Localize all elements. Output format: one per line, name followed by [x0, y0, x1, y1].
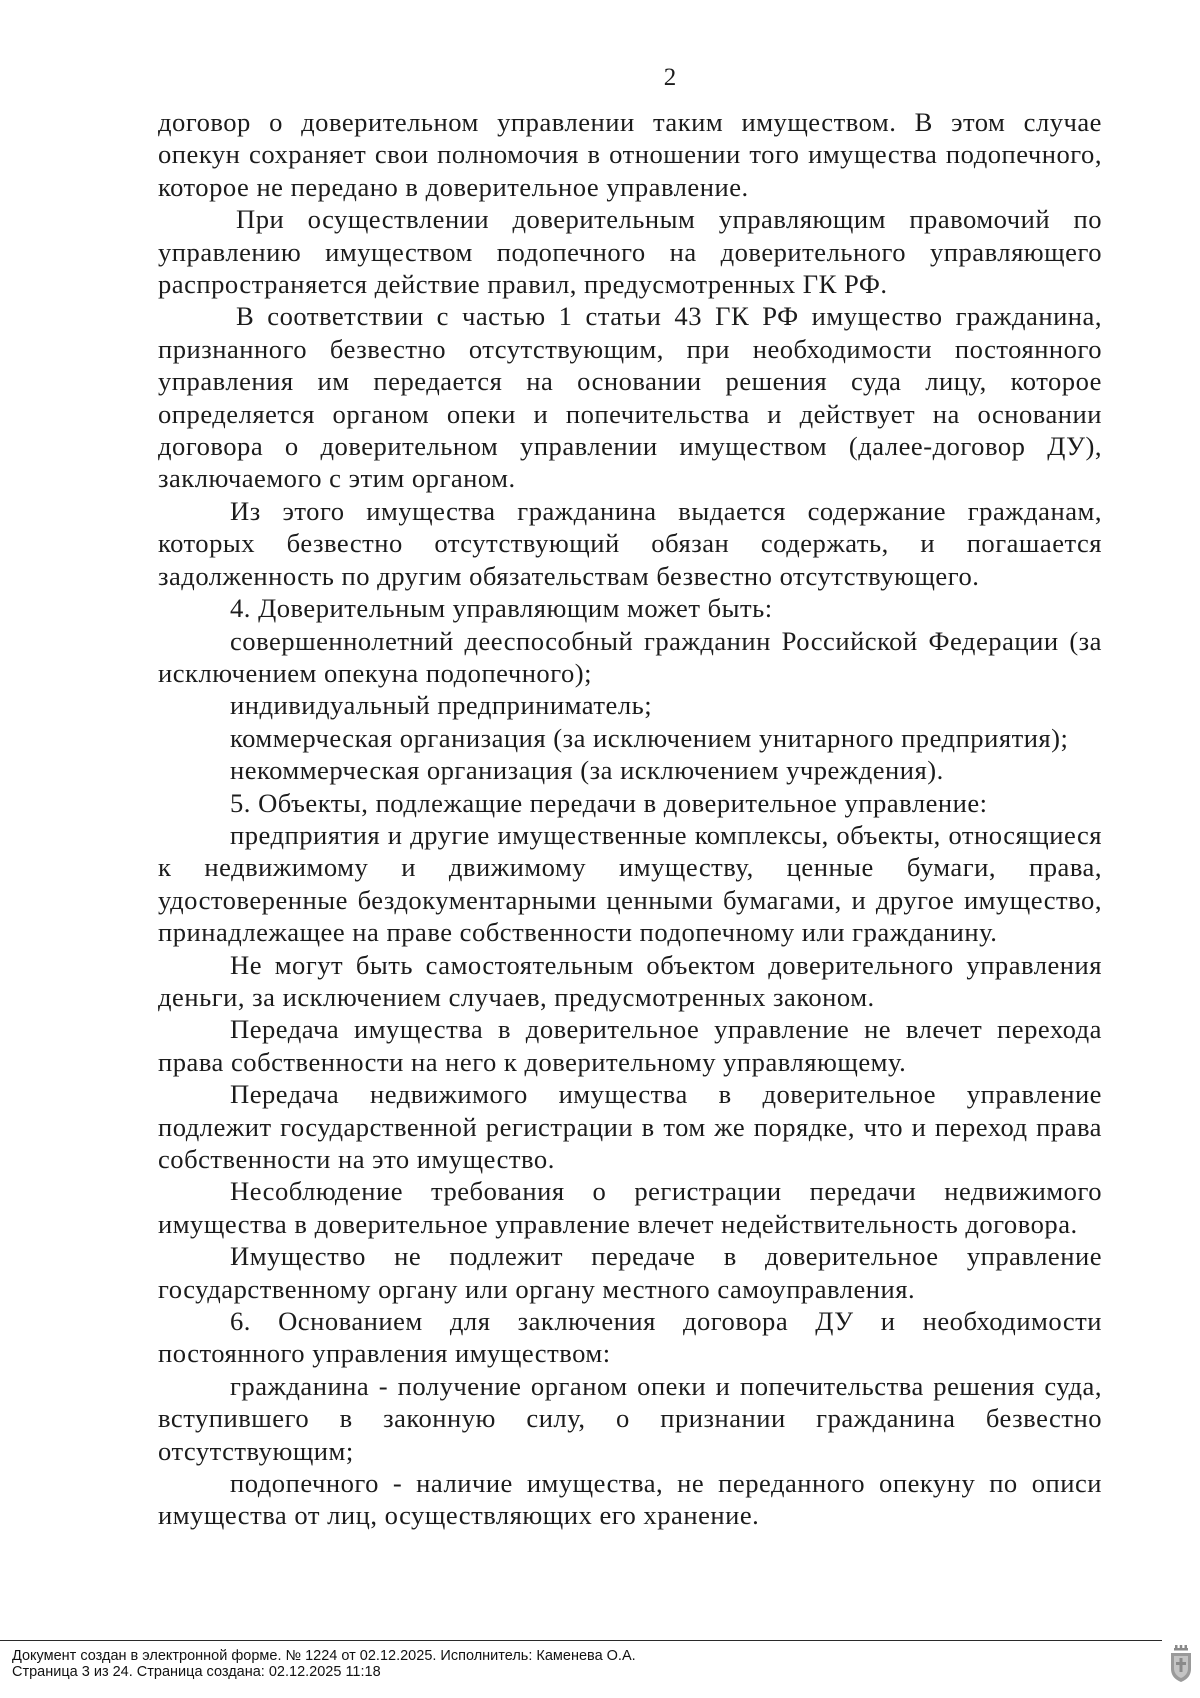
paragraph: гражданина - получение органом опеки и попечительства решения суда, вступившего в законную силу, о признании гражданина безвестно отсутствующим; [158, 1370, 1102, 1466]
paragraph: предприятия и другие имущественные комплексы, объекты, относящиеся к недвижимому и движимому имуществу, ценные бумаги, права, удостоверенные бездокументарными ценными бумагами, и другое имущество, принадлежащее на праве собственности подопечному или гражданину. [158, 819, 1102, 948]
paragraph: Не могут быть самостоятельным объектом доверительного управления деньги, за исключением случаев, предусмотренных законом. [158, 949, 1102, 1012]
section-heading: 4. Доверительным управляющим может быть: [230, 593, 773, 624]
section-heading: 5. Объекты, подлежащие передачи в доверительное управление: [230, 787, 988, 818]
paragraph: подопечного - наличие имущества, не переданного опекуну по описи имущества от лиц, осуществляющих его хранение. [158, 1468, 1102, 1531]
paragraph: Передача недвижимого имущества в доверительное управление подлежит государственной регистрации в том же порядке, что и переход права собственности на это имущество. [158, 1079, 1102, 1174]
list-item: коммерческая организация (за исключением унитарного предприятия); [230, 722, 1069, 753]
paragraph: В соответствии с частью 1 статьи 43 ГК РФ имущество гражданина, признанного безвестно отсутствующим, при необходимости постоянного управления им передается на основании решения суда лицу, которое определяется органом опеки и попечительства и действует на основании договора о доверительном управлении имуществом (далее-договор ДУ), заключаемого с этим органом. [158, 301, 1102, 494]
list-item: совершеннолетний дееспособный гражданин Российской Федерации (за исключением опекуна подопечного); [158, 625, 1102, 688]
paragraph: При осуществлении доверительным управляющим правомочий по управлению имуществом подопечного на доверительного управляющего распространяется действие правил, предусмотренных ГК РФ. [158, 204, 1102, 300]
paragraph: Имущество не подлежит передаче в доверительное управление государственному органу или органу местного самоуправления. [158, 1241, 1102, 1304]
paragraph: договор о доверительном управлении таким имуществом. В этом случае опекун сохраняет свои полномочия в отношении того имущества подопечного, которое не передано в доверительное управление. [158, 107, 1102, 202]
list-item: некоммерческая организация (за исключением учреждения). [230, 755, 944, 786]
paragraph: Передача имущества в доверительное управление не влечет перехода права собственности на него к доверительному управляющему. [158, 1014, 1102, 1077]
paragraph: Несоблюдение требования о регистрации передачи недвижимого имущества в доверительное управление влечет недействительность договора. [158, 1176, 1102, 1239]
document-footer [12, 1648, 1132, 1680]
footer-page-info: Страница 3 из 24. Страница создана: 02.12.2025 11:18 [12, 1664, 381, 1680]
document-body [158, 106, 1102, 1532]
section-heading: 6. Основанием для заключения договора ДУ и необходимости постоянного управления имуществом: [158, 1306, 1102, 1369]
footer-divider [0, 1640, 1162, 1641]
coat-of-arms-icon [1170, 1645, 1192, 1683]
footer-document-info: Документ создан в электронной форме. № 1224 от 02.12.2025. Исполнитель: Каменева О.А. [12, 1648, 636, 1664]
list-item: индивидуальный предприниматель; [230, 690, 653, 721]
page-number: 2 [663, 64, 677, 91]
paragraph: Из этого имущества гражданина выдается содержание гражданам, которых безвестно отсутствующий обязан содержать, и погашается задолженность по другим обязательствам безвестно отсутствующего. [158, 495, 1102, 591]
